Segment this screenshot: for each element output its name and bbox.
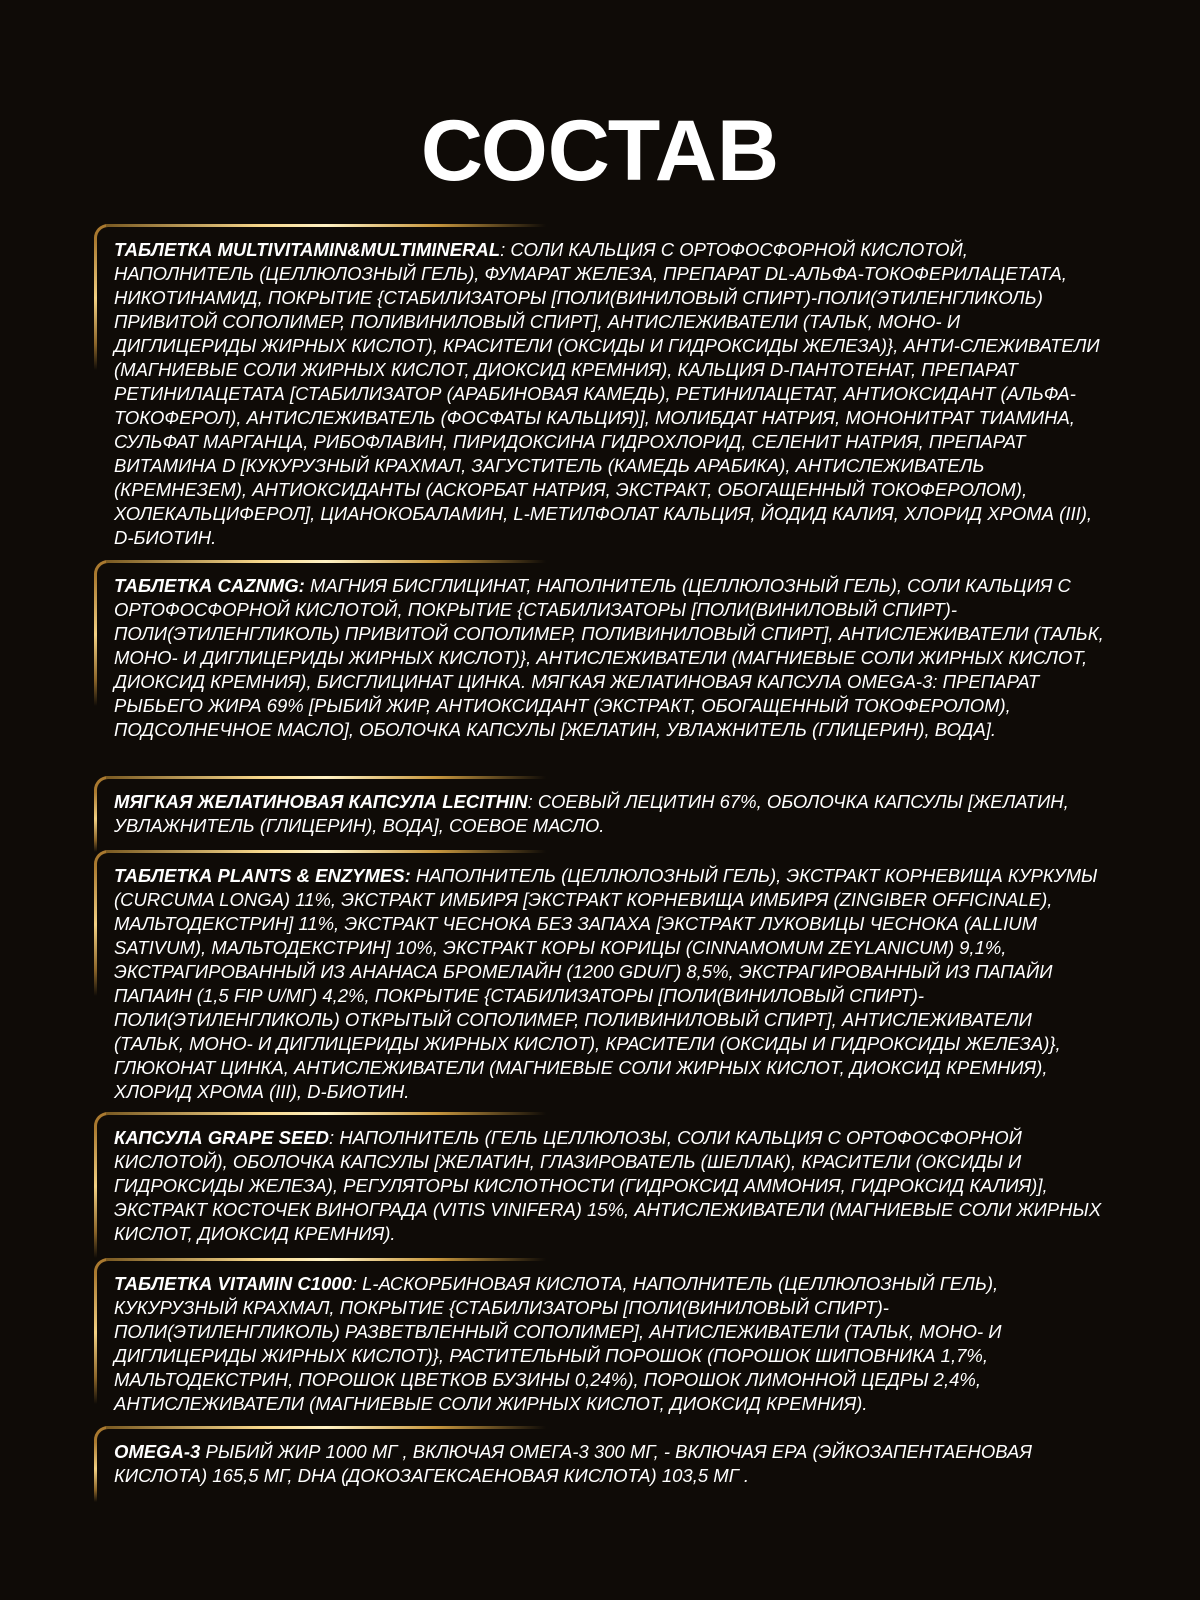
gold-frame-left: [94, 1274, 97, 1404]
section-omega-3: [96, 1440, 1106, 1488]
section-lead: ТАБЛЕТКА MULTIVITAMIN&MULTIMINERAL: [114, 239, 501, 260]
section-text: [114, 864, 1106, 1104]
section-lead: ТАБЛЕТКА CAZNMG:: [114, 575, 305, 596]
gold-frame-left: [94, 240, 97, 370]
gold-frame-corner: [94, 776, 112, 794]
section-text: [114, 1440, 1106, 1488]
gold-frame-corner: [94, 560, 112, 578]
section-caznmg: [96, 574, 1106, 742]
gold-frame-corner: [94, 1258, 112, 1276]
section-lecithin: [96, 790, 1106, 838]
gold-frame-top: [106, 560, 546, 563]
section-lead: ТАБЛЕТКА PLANTS & ENZYMES:: [114, 865, 411, 886]
section-body: : НАПОЛНИТЕЛЬ (ГЕЛЬ ЦЕЛЛЮЛОЗЫ, СОЛИ КАЛЬЦИЯ С ОРТОФОСФОРНОЙ КИСЛОТОЙ), ОБОЛОЧКА КАПСУЛЫ [ЖЕЛАТИН, ГЛАЗИРОВАТЕЛЬ (ШЕЛЛАК), КРАСИТЕЛИ (ОКСИДЫ И ГИДРОКСИДЫ ЖЕЛЕЗА), РЕГУЛЯТОРЫ КИСЛОТНОСТИ (ГИДРОКСИД АММОНИЯ, ГИДРОКСИД КАЛИЯ)], ЭКСТРАКТ КОСТОЧЕК ВИНОГРАДА (VITIS VINIFERA) 15%, АНТИСЛЕЖИВАТЕЛИ (МАГНИЕВЫЕ СОЛИ ЖИРНЫХ КИСЛОТ, ДИОКСИД КРЕМНИЯ).: [114, 1127, 1102, 1244]
section-plants-enzymes: [96, 864, 1106, 1104]
section-lead: МЯГКАЯ ЖЕЛАТИНОВАЯ КАПСУЛА LECITHIN: [114, 791, 528, 812]
gold-frame-top: [106, 776, 546, 779]
gold-frame-corner: [94, 1112, 112, 1130]
section-text: [114, 1126, 1106, 1246]
section-text: [114, 238, 1106, 550]
section-lead: КАПСУЛА GRAPE SEED: [114, 1127, 330, 1148]
section-body: : СОЛИ КАЛЬЦИЯ С ОРТОФОСФОРНОЙ КИСЛОТОЙ, НАПОЛНИТЕЛЬ (ЦЕЛЛЮЛОЗНЫЙ ГЕЛЬ), ФУМАРАТ ЖЕЛЕЗА, ПРЕПАРАТ DL-АЛЬФА-ТОКОФЕРИЛАЦЕТАТА, НИКОТИНАМИД, ПОКРЫТИЕ {СТАБИЛИЗАТОРЫ [ПОЛИ(ВИНИЛОВЫЙ СПИРТ)-ПОЛИ(ЭТИЛЕНГЛИКОЛЬ) ПРИВИТОЙ СОПОЛИМЕР, ПОЛИВИНИЛОВЫЙ СПИРТ], АНТИСЛЕЖИВАТЕЛИ (ТАЛЬК, МОНО- И ДИГЛИЦЕРИДЫ ЖИРНЫХ КИСЛОТ), КРАСИТЕЛИ (ОКСИДЫ И ГИДРОКСИДЫ ЖЕЛЕЗА)}, АНТИ-СЛЕЖИВАТЕЛИ (МАГНИЕВЫЕ СОЛИ ЖИРНЫХ КИСЛОТ, ДИОКСИД КРЕМНИЯ), КАЛЬЦИЯ D-ПАНТОТЕНАТ, ПРЕПАРАТ РЕТИНИЛАЦЕТАТА [СТАБИЛИЗАТОР (АРАБИНОВАЯ КАМЕДЬ), РЕТИНИЛАЦЕТАТ, АНТИОКСИДАНТ (АЛЬФА-ТОКОФЕРОЛ), АНТИСЛЕЖИВАТЕЛЬ (ФОСФАТЫ КАЛЬЦИЯ)], МОЛИБДАТ НАТРИЯ, МОНОНИТРАТ ТИАМИНА, СУЛЬФАТ МАРГАНЦА, РИБОФЛАВИН, ПИРИДОКСИНА ГИДРОХЛОРИД, СЕЛЕНИТ НАТРИЯ, ПРЕПАРАТ ВИТАМИНА D [КУКУРУЗНЫЙ КРАХМАЛ, ЗАГУСТИТЕЛЬ (КАМЕДЬ АРАБИКА), АНТИСЛЕЖИВАТЕЛЬ (КРЕМНЕЗЕМ), АНТИОКСИДАНТЫ (АСКОРБАТ НАТРИЯ, ЭКСТРАКТ, ОБОГАЩЕННЫЙ ТОКОФЕРОЛОМ), ХОЛЕКАЛЬЦИФЕРОЛ], ЦИАНОКОБАЛАМИН, L-МЕТИЛФОЛАТ КАЛЬЦИЯ, ЙОДИД КАЛИЯ, ХЛОРИД ХРОМА (III), D-БИОТИН.: [114, 239, 1100, 548]
section-body: : СОЕВЫЙ ЛЕЦИТИН 67%, ОБОЛОЧКА КАПСУЛЫ [ЖЕЛАТИН, УВЛАЖНИТЕЛЬ (ГЛИЦЕРИН), ВОДА], СОЕВОЕ МАСЛО.: [114, 791, 1069, 836]
gold-frame-corner: [94, 1426, 112, 1444]
section-text: [114, 790, 1106, 838]
gold-frame-top: [106, 1426, 546, 1429]
gold-frame-top: [106, 224, 546, 227]
gold-frame-top: [106, 1112, 546, 1115]
section-body: : L-АСКОРБИНОВАЯ КИСЛОТА, НАПОЛНИТЕЛЬ (ЦЕЛЛЮЛОЗНЫЙ ГЕЛЬ), КУКУРУЗНЫЙ КРАХМАЛ, ПОКРЫТИЕ {СТАБИЛИЗАТОРЫ [ПОЛИ(ВИНИЛОВЫЙ СПИРТ)-ПОЛИ(ЭТИЛЕНГЛИКОЛЬ) РАЗВЕТВЛЕННЫЙ СОПОЛИМЕР], АНТИСЛЕЖИВАТЕЛИ (ТАЛЬК, МОНО- И ДИГЛИЦЕРИДЫ ЖИРНЫХ КИСЛОТ)}, РАСТИТЕЛЬНЫЙ ПОРОШОК (ПОРОШОК ШИПОВНИКА 1,7%, МАЛЬТОДЕКСТРИН, ПОРОШОК ЦВЕТКОВ БУЗИНЫ 0,24%), ПОРОШОК ЛИМОННОЙ ЦЕДРЫ 2,4%, АНТИСЛЕЖИВАТЕЛИ (МАГНИЕВЫЕ СОЛИ ЖИРНЫХ КИСЛОТ, ДИОКСИД КРЕМНИЯ).: [114, 1273, 1002, 1414]
section-text: [114, 1272, 1106, 1416]
gold-frame-left: [94, 1442, 97, 1502]
section-grape-seed: [96, 1126, 1106, 1246]
gold-frame-left: [94, 576, 97, 706]
section-body: МАГНИЯ БИСГЛИЦИНАТ, НАПОЛНИТЕЛЬ (ЦЕЛЛЮЛОЗНЫЙ ГЕЛЬ), СОЛИ КАЛЬЦИЯ С ОРТОФОСФОРНОЙ КИСЛОТОЙ, ПОКРЫТИЕ {СТАБИЛИЗАТОРЫ [ПОЛИ(ВИНИЛОВЫЙ СПИРТ)-ПОЛИ(ЭТИЛЕНГЛИКОЛЬ) ПРИВИТОЙ СОПОЛИМЕР, ПОЛИВИНИЛОВЫЙ СПИРТ], АНТИСЛЕЖИВАТЕЛИ (ТАЛЬК, МОНО- И ДИГЛИЦЕРИДЫ ЖИРНЫХ КИСЛОТ)}, АНТИСЛЕЖИВАТЕЛИ (МАГНИЕВЫЕ СОЛИ ЖИРНЫХ КИСЛОТ, ДИОКСИД КРЕМНИЯ), БИСГЛИЦИНАТ ЦИНКА. МЯГКАЯ ЖЕЛАТИНОВАЯ КАПСУЛА OMEGA-3: ПРЕПАРАТ РЫБЬЕГО ЖИРА 69% [РЫБИЙ ЖИР, АНТИОКСИДАНТ (ЭКСТРАКТ, ОБОГАЩЕННЫЙ ТОКОФЕРОЛОМ), ПОДСОЛНЕЧНОЕ МАСЛО], ОБОЛОЧКА КАПСУЛЫ [ЖЕЛАТИН, УВЛАЖНИТЕЛЬ (ГЛИЦЕРИН), ВОДА].: [114, 575, 1104, 740]
gold-frame-left: [94, 1128, 97, 1258]
section-body: НАПОЛНИТЕЛЬ (ЦЕЛЛЮЛОЗНЫЙ ГЕЛЬ), ЭКСТРАКТ КОРНЕВИЩА КУРКУМЫ (CURCUMA LONGA) 11%, ЭКСТРАКТ ИМБИРЯ [ЭКСТРАКТ КОРНЕВИЩА ИМБИРЯ (ZINGIBER OFFICINALE), МАЛЬТОДЕКСТРИН] 11%, ЭКСТРАКТ ЧЕСНОКА БЕЗ ЗАПАХА [ЭКСТРАКТ ЛУКОВИЦЫ ЧЕСНОКА (ALLIUM SATIVUM), МАЛЬТОДЕКСТРИН] 10%, ЭКСТРАКТ КОРЫ КОРИЦЫ (CINNAMOMUM ZEYLANICUM) 9,1%, ЭКСТРАГИРОВАННЫЙ ИЗ АНАНАСА БРОМЕЛАЙН (1200 GDU/Г) 8,5%, ЭКСТРАГИРОВАННЫЙ ИЗ ПАПАЙИ ПАПАИН (1,5 FIP U/МГ) 4,2%, ПОКРЫТИЕ {СТАБИЛИЗАТОРЫ [ПОЛИ(ВИНИЛОВЫЙ СПИРТ)-ПОЛИ(ЭТИЛЕНГЛИКОЛЬ) ОТКРЫТЫЙ СОПОЛИМЕР, ПОЛИВИНИЛОВЫЙ СПИРТ], АНТИСЛЕЖИВАТЕЛИ (ТАЛЬК, МОНО- И ДИГЛИЦЕРИДЫ ЖИРНЫХ КИСЛОТ), КРАСИТЕЛИ (ОКСИДЫ И ГИДРОКСИДЫ ЖЕЛЕЗА)}, ГЛЮКОНАТ ЦИНКА, АНТИСЛЕЖИВАТЕЛИ (МАГНИЕВЫЕ СОЛИ ЖИРНЫХ КИСЛОТ, ДИОКСИД КРЕМНИЯ), ХЛОРИД ХРОМА (III), D-БИОТИН.: [114, 865, 1098, 1102]
section-multivitamin: [96, 238, 1106, 550]
section-text: [114, 574, 1106, 742]
section-body: РЫБИЙ ЖИР 1000 МГ , ВКЛЮЧАЯ ОМЕГА-3 300 МГ, - ВКЛЮЧАЯ ЕРА (ЭЙКОЗАПЕНТАЕНОВАЯ КИСЛОТА) 165,5 МГ, DHA (ДОКОЗАГЕКСАЕНОВАЯ КИСЛОТА) 103,5 МГ .: [114, 1441, 1032, 1486]
gold-frame-corner: [94, 224, 112, 242]
section-lead: OMEGA-3: [114, 1441, 201, 1462]
gold-frame-left: [94, 866, 97, 996]
gold-frame-top: [106, 850, 546, 853]
section-vitamin-c1000: [96, 1272, 1106, 1416]
gold-frame-left: [94, 792, 97, 852]
gold-frame-top: [106, 1258, 546, 1261]
section-lead: ТАБЛЕТКА VITAMIN C1000: [114, 1273, 352, 1294]
page-title: СОСТАВ: [420, 103, 780, 199]
gold-frame-corner: [94, 850, 112, 868]
